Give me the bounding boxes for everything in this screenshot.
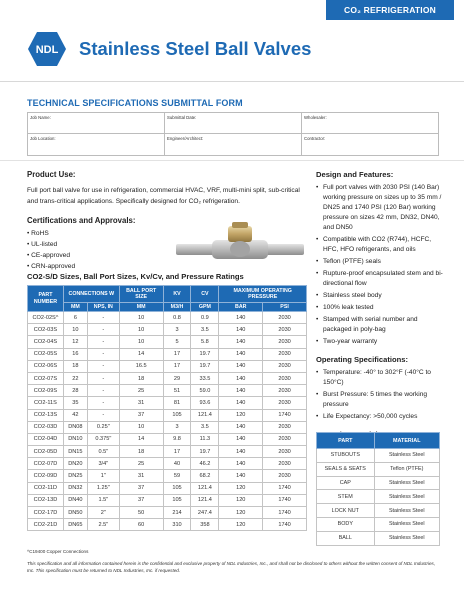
header-bar: BAR <box>219 303 263 312</box>
cell-psi: 2030 <box>263 312 307 324</box>
header-m3h: M3/H <box>163 303 191 312</box>
cell-nps: 1" <box>87 470 119 482</box>
product-use-text: Full port ball valve for use in refrigeration, commercial HVAC, VRF, multi-mini split, sub-critical and trans-critical applications. Specifically designed for CO₂ refrigeration. <box>27 187 300 205</box>
cell-psi: 2030 <box>263 433 307 445</box>
cell-mm: DN08 <box>63 421 87 433</box>
cell-kv: 29 <box>163 372 191 384</box>
logo-text: NDL <box>35 44 59 56</box>
materials-table-body <box>317 449 440 546</box>
header-max-pressure: MAXIMUM OPERATING PRESSURE <box>219 286 307 303</box>
design-heading: Design and Features: <box>316 170 394 179</box>
engineer-field[interactable]: Engineer/Architect: <box>165 134 302 155</box>
header <box>27 30 311 68</box>
sizes-table-body <box>28 312 307 531</box>
cell-part-number: CO2-02S^ <box>28 312 64 324</box>
design-item: • Full port valves with 2030 PSI (140 Bar) working pressure on sizes up to 35 mm / DN25 and 1740 PSI (120 Bar) working pressure on sizes 42 mm, DN32, DN40, and DN50 <box>316 183 444 233</box>
cell-ball-port: 16.5 <box>119 360 163 372</box>
cell-bar: 120 <box>219 507 263 519</box>
cell-part-number: CO2-07S <box>28 372 64 384</box>
cell-psi: 2030 <box>263 348 307 360</box>
cell-ball-port: 25 <box>119 385 163 397</box>
header-mm: MM <box>63 303 87 312</box>
operating-heading: Operating Specifications: <box>316 355 408 364</box>
header-kv: KV <box>163 286 191 303</box>
cell-part-number: CO2-09D <box>28 470 64 482</box>
cell-psi: 2030 <box>263 336 307 348</box>
cell-mm: DN15 <box>63 446 87 458</box>
cell-ball-port: 37 <box>119 482 163 494</box>
cell-kv: 105 <box>163 409 191 421</box>
cell-kv: 9.8 <box>163 433 191 445</box>
cell-mm: 12 <box>63 336 87 348</box>
cell-part: LOCK NUT <box>317 504 375 518</box>
table-row <box>28 397 307 409</box>
cell-part: BALL <box>317 531 375 545</box>
header-mm: MM <box>119 303 163 312</box>
cell-mm: DN65 <box>63 519 87 531</box>
cell-kv: 105 <box>163 482 191 494</box>
cell-material: Stainless Steel <box>374 504 439 518</box>
cell-kv: 0.8 <box>163 312 191 324</box>
cell-psi: 1740 <box>263 482 307 494</box>
cell-cv: 19.7 <box>191 360 219 372</box>
submittal-date-field[interactable]: Submittal Date: <box>165 113 302 133</box>
cell-nps: - <box>87 324 119 336</box>
table-row <box>28 336 307 348</box>
cell-part: STEM <box>317 490 375 504</box>
table-row <box>28 409 307 421</box>
cert-item: • RoHS <box>27 230 49 237</box>
table-row <box>28 482 307 494</box>
cell-material: Teflon (PTFE) <box>374 462 439 476</box>
cell-part-number: CO2-03D <box>28 421 64 433</box>
operating-item: • Temperature: -40° to 302°F (-40°C to 150°C) <box>316 368 444 388</box>
cell-ball-port: 14 <box>119 433 163 445</box>
cell-ball-port: 60 <box>119 519 163 531</box>
header-material: MATERIAL <box>374 433 439 449</box>
table-row <box>317 449 440 463</box>
cell-kv: 17 <box>163 446 191 458</box>
cell-psi: 2030 <box>263 421 307 433</box>
cell-ball-port: 18 <box>119 446 163 458</box>
cell-part-number: CO2-11D <box>28 482 64 494</box>
cell-bar: 140 <box>219 470 263 482</box>
cell-mm: DN40 <box>63 494 87 506</box>
cell-bar: 120 <box>219 494 263 506</box>
cell-psi: 1740 <box>263 494 307 506</box>
header-gpm: GPM <box>191 303 219 312</box>
cell-ball-port: 50 <box>119 507 163 519</box>
cell-nps: - <box>87 336 119 348</box>
header-part: PART <box>317 433 375 449</box>
cell-ball-port: 18 <box>119 372 163 384</box>
cell-cv: 5.8 <box>191 336 219 348</box>
cell-part-number: CO2-04D <box>28 433 64 445</box>
category-tab: CO₂ REFRIGERATION <box>326 0 454 20</box>
cell-part-number: CO2-09S <box>28 385 64 397</box>
cell-psi: 1740 <box>263 519 307 531</box>
design-item: • Teflon (PTFE) seals <box>316 257 444 267</box>
ball-valve-image <box>174 220 306 270</box>
cell-material: Stainless Steel <box>374 517 439 531</box>
cell-ball-port: 14 <box>119 348 163 360</box>
job-location-field[interactable]: Job Location: <box>28 134 165 155</box>
header-cv: CV <box>191 286 219 303</box>
cell-material: Stainless Steel <box>374 476 439 490</box>
cert-item: • CRN-approved <box>27 263 76 270</box>
cell-bar: 140 <box>219 348 263 360</box>
table-row <box>28 324 307 336</box>
materials-table <box>316 432 440 546</box>
cert-item: • UL-listed <box>27 241 58 248</box>
cell-ball-port: 31 <box>119 397 163 409</box>
cell-kv: 17 <box>163 360 191 372</box>
cell-psi: 2030 <box>263 458 307 470</box>
cell-bar: 120 <box>219 519 263 531</box>
table-row <box>317 531 440 545</box>
cell-bar: 140 <box>219 336 263 348</box>
job-name-field[interactable]: Job Name: <box>28 113 165 133</box>
divider <box>0 81 464 82</box>
contractor-field[interactable]: Contractor: <box>304 136 326 141</box>
cell-kv: 214 <box>163 507 191 519</box>
table-row <box>28 433 307 445</box>
table-row <box>28 421 307 433</box>
table-row <box>28 360 307 372</box>
ndl-logo <box>27 31 67 67</box>
cell-bar: 140 <box>219 421 263 433</box>
form-row <box>28 113 438 134</box>
table-row <box>28 507 307 519</box>
top-banner <box>0 0 464 20</box>
divider <box>0 160 464 161</box>
cell-bar: 140 <box>219 433 263 445</box>
cell-part: CAP <box>317 476 375 490</box>
table-row <box>317 517 440 531</box>
cell-mm: DN10 <box>63 433 87 445</box>
cell-part: SEALS & SEATS <box>317 462 375 476</box>
cell-kv: 310 <box>163 519 191 531</box>
table-row <box>317 490 440 504</box>
cell-kv: 81 <box>163 397 191 409</box>
cell-psi: 2030 <box>263 324 307 336</box>
submittal-form <box>27 112 439 156</box>
features-section <box>316 170 444 439</box>
cell-nps: 1.25" <box>87 482 119 494</box>
cell-cv: 3.5 <box>191 324 219 336</box>
cell-kv: 3 <box>163 421 191 433</box>
cell-cv: 33.5 <box>191 372 219 384</box>
operating-item: • Burst Pressure: 5 times the working pressure <box>316 390 444 410</box>
cell-psi: 2030 <box>263 372 307 384</box>
table-row <box>28 519 307 531</box>
cell-part-number: CO2-21D <box>28 519 64 531</box>
cell-psi: 2030 <box>263 385 307 397</box>
footnote: ^C19400 Copper Connections <box>27 549 89 554</box>
cell-nps: - <box>87 409 119 421</box>
page-title: Stainless Steel Ball Valves <box>79 38 312 59</box>
cell-bar: 140 <box>219 324 263 336</box>
cell-cv: 3.5 <box>191 421 219 433</box>
cell-kv: 17 <box>163 348 191 360</box>
design-item: • Rupture-proof encapsulated stem and bi-directional flow <box>316 269 444 289</box>
cell-nps: 0.5" <box>87 446 119 458</box>
cell-psi: 2030 <box>263 397 307 409</box>
cell-part: BODY <box>317 517 375 531</box>
design-list <box>316 183 444 347</box>
table-row <box>317 504 440 518</box>
cell-material: Stainless Steel <box>374 449 439 463</box>
cell-kv: 3 <box>163 324 191 336</box>
cell-part: STUBOUTS <box>317 449 375 463</box>
cell-kv: 51 <box>163 385 191 397</box>
certifications-heading: Certifications and Approvals: <box>27 216 136 225</box>
header-psi: PSI <box>263 303 307 312</box>
product-use-heading: Product Use: <box>27 170 76 179</box>
sizes-table-title: CO2-S/D Sizes, Ball Port Sizes, Kv/Cv, and Pressure Ratings <box>27 272 244 281</box>
cell-bar: 140 <box>219 372 263 384</box>
header-nps: NPS, IN <box>87 303 119 312</box>
cell-cv: 121.4 <box>191 409 219 421</box>
table-row <box>28 470 307 482</box>
design-item: • 100% leak tested <box>316 303 444 313</box>
cell-nps: 1.5" <box>87 494 119 506</box>
cell-kv: 40 <box>163 458 191 470</box>
cell-cv: 11.3 <box>191 433 219 445</box>
cell-nps: 2.5" <box>87 519 119 531</box>
cell-kv: 105 <box>163 494 191 506</box>
cell-bar: 140 <box>219 397 263 409</box>
cell-part-number: CO2-13S <box>28 409 64 421</box>
cell-psi: 2030 <box>263 470 307 482</box>
cell-part-number: CO2-05D <box>28 446 64 458</box>
cell-ball-port: 31 <box>119 470 163 482</box>
cell-mm: 16 <box>63 348 87 360</box>
cell-nps: - <box>87 385 119 397</box>
cell-cv: 0.9 <box>191 312 219 324</box>
design-item: • Stamped with serial number and packaged in poly-bag <box>316 315 444 335</box>
cell-part-number: CO2-07D <box>28 458 64 470</box>
operating-item: • Life Expectancy: >50,000 cycles <box>316 412 444 422</box>
cell-nps: 0.375" <box>87 433 119 445</box>
cell-mm: 6 <box>63 312 87 324</box>
cell-part-number: CO2-04S <box>28 336 64 348</box>
cell-nps: - <box>87 372 119 384</box>
cell-nps: - <box>87 360 119 372</box>
cell-part-number: CO2-13D <box>28 494 64 506</box>
wholesaler-field[interactable]: Wholesaler: <box>304 115 327 120</box>
design-item: • Stainless steel body <box>316 291 444 301</box>
cert-item: • CE-approved <box>27 252 70 259</box>
cell-nps: 3/4" <box>87 458 119 470</box>
form-title: TECHNICAL SPECIFICATIONS SUBMITTAL FORM <box>27 98 243 108</box>
ndl-logo-icon <box>27 31 67 67</box>
cell-mm: 35 <box>63 397 87 409</box>
cell-cv: 358 <box>191 519 219 531</box>
design-item: • Compatible with CO2 (R744), HCFC, HFC, HFO refrigerants, and oils <box>316 235 444 255</box>
cell-psi: 2030 <box>263 446 307 458</box>
cell-ball-port: 10 <box>119 312 163 324</box>
cell-mm: DN20 <box>63 458 87 470</box>
design-item: • Two-year warranty <box>316 337 444 347</box>
table-row <box>28 385 307 397</box>
cell-cv: 19.7 <box>191 348 219 360</box>
cell-psi: 2030 <box>263 360 307 372</box>
cell-nps: 0.25" <box>87 421 119 433</box>
cell-bar: 120 <box>219 409 263 421</box>
cell-nps: - <box>87 312 119 324</box>
cell-part-number: CO2-03S <box>28 324 64 336</box>
table-row <box>28 494 307 506</box>
cell-cv: 68.2 <box>191 470 219 482</box>
cell-part-number: CO2-11S <box>28 397 64 409</box>
cell-cv: 121.4 <box>191 494 219 506</box>
header-ball-port: BALL PORT SIZE <box>119 286 163 303</box>
header-connections: CONNECTIONS W <box>63 286 119 303</box>
cell-bar: 120 <box>219 482 263 494</box>
cell-material: Stainless Steel <box>374 490 439 504</box>
cell-ball-port: 25 <box>119 458 163 470</box>
sizes-table <box>27 285 307 531</box>
cell-ball-port: 37 <box>119 494 163 506</box>
header-part-number: PART NUMBER <box>28 286 64 312</box>
cell-cv: 19.7 <box>191 446 219 458</box>
cell-ball-port: 10 <box>119 336 163 348</box>
cell-kv: 5 <box>163 336 191 348</box>
cell-cv: 247.4 <box>191 507 219 519</box>
cell-cv: 121.4 <box>191 482 219 494</box>
cell-cv: 59.0 <box>191 385 219 397</box>
cell-bar: 140 <box>219 360 263 372</box>
operating-list <box>316 368 444 422</box>
cell-nps: 2" <box>87 507 119 519</box>
table-row <box>317 462 440 476</box>
cell-ball-port: 10 <box>119 324 163 336</box>
form-row <box>28 134 438 155</box>
cell-mm: 22 <box>63 372 87 384</box>
cell-part-number: CO2-17D <box>28 507 64 519</box>
cell-ball-port: 10 <box>119 421 163 433</box>
cell-psi: 1740 <box>263 507 307 519</box>
cell-part-number: CO2-06S <box>28 360 64 372</box>
cell-nps: - <box>87 397 119 409</box>
table-row <box>28 446 307 458</box>
cell-mm: DN50 <box>63 507 87 519</box>
cell-cv: 46.2 <box>191 458 219 470</box>
cell-mm: DN25 <box>63 470 87 482</box>
cell-ball-port: 37 <box>119 409 163 421</box>
cell-bar: 140 <box>219 385 263 397</box>
cell-cv: 93.6 <box>191 397 219 409</box>
cell-mm: 18 <box>63 360 87 372</box>
disclaimer: This specification and all information contained herein is the confidential and exclusive property of NDL Industries, Inc., and shall not be disclosed to others without the written consent of NDL Industries, Inc. This specification must be returned to NDL Industries, Inc. if requested. <box>27 561 436 573</box>
table-row <box>28 458 307 470</box>
cell-part-number: CO2-05S <box>28 348 64 360</box>
cell-mm: 28 <box>63 385 87 397</box>
cell-bar: 140 <box>219 312 263 324</box>
table-row <box>28 372 307 384</box>
cell-nps: - <box>87 348 119 360</box>
cell-bar: 140 <box>219 458 263 470</box>
cell-bar: 140 <box>219 446 263 458</box>
table-row <box>28 312 307 324</box>
table-row <box>317 476 440 490</box>
cell-kv: 59 <box>163 470 191 482</box>
cell-mm: DN32 <box>63 482 87 494</box>
cell-material: Stainless Steel <box>374 531 439 545</box>
cell-psi: 1740 <box>263 409 307 421</box>
cell-mm: 42 <box>63 409 87 421</box>
cell-mm: 10 <box>63 324 87 336</box>
table-row <box>28 348 307 360</box>
